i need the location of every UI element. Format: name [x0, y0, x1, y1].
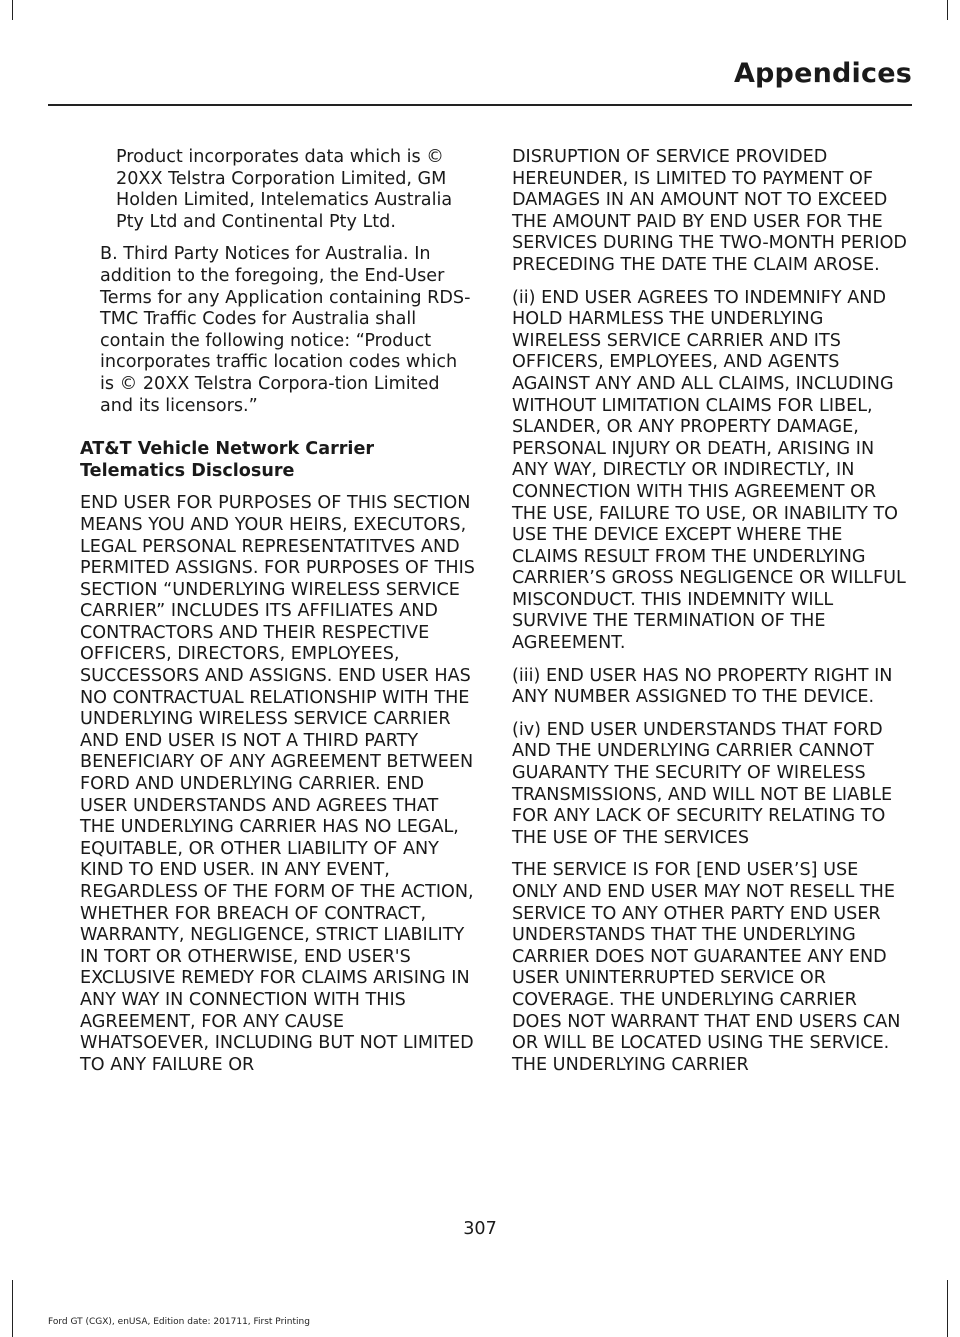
paragraph-third-party-notices: B. Third Party Notices for Australia. In addition to the foregoing, the End-User Terms for any Application containing RDS-TMC Traffic Codes for Australia shall contain the following notice: “Product incorporates traffic location codes which is © 20XX Telstra Corpora-tion Limited and its licensors.” [100, 244, 471, 416]
crop-mark-top-right [947, 0, 948, 20]
paragraph-property-right: (iii) END USER HAS NO PROPERTY RIGHT IN ANY NUMBER ASSIGNED TO THE DEVICE. [512, 665, 893, 708]
edition-footer: Ford GT (CGX), enUSA, Edition date: 201711, First Printing [48, 1317, 310, 1327]
crop-mark-bottom-left [12, 1280, 13, 1337]
left-column [80, 147, 475, 1087]
paragraph-telstra-notice: Product incorporates data which is © 20XX Telstra Corporation Limited, GM Holden Limited, Intelematics Australia Pty Ltd and Continental Pty Ltd. [116, 147, 453, 232]
paragraph-service-use: THE SERVICE IS FOR [END USER’S] USE ONLY AND END USER MAY NOT RESELL THE SERVICE TO ANY OTHER PARTY END USER UNDERSTANDS THAT THE UNDERLYING CARRIER DOES NOT GUARANTEE ANY END USER UNINTERRUPTED SERVICE OR COVERAGE. THE UNDERLYING CARRIER DOES NOT WARRANT THAT END USERS CAN OR WILL BE LOCATED USING THE SERVICE. THE UNDERLYING CARRIER [512, 860, 901, 1075]
page-number: 307 [463, 1219, 497, 1239]
page-title: Appendices [733, 58, 912, 89]
paragraph-security: (iv) END USER UNDERSTANDS THAT FORD AND THE UNDERLYING CARRIER CANNOT GUARANTY THE SECURITY OF WIRELESS TRANSMISSIONS, AND WILL NOT BE LIABLE FOR ANY LACK OF SECURITY RELATING TO THE USE OF THE SERVICES [512, 719, 893, 848]
paragraph-end-user-definition: END USER FOR PURPOSES OF THIS SECTION MEANS YOU AND YOUR HEIRS, EXECUTORS, LEGAL PERSONAL REPRESENTATITVES AND PERMITED ASSIGNS. FOR PURPOSES OF THIS SECTION “UNDERLYING WIRELESS SERVICE CARRIER” INCLUDES ITS AFFILIATES AND CONTRACTORS AND THEIR RESPECTIVE OFFICERS, DIRECTORS, EMPLOYEES, SUCCESSORS AND ASSIGNS. END USER HAS NO CONTRACTUAL RELATIONSHIP WITH THE UNDERLYING WIRELESS SERVICE CARRIER AND END USER IS NOT A THIRD PARTY BENEFICIARY OF ANY AGREEMENT BETWEEN FORD AND UNDERLYING CARRIER. END USER UNDERSTANDS AND AGREES THAT THE UNDERLYING CARRIER HAS NO LEGAL, EQUITABLE, OR OTHER LIABILITY OF ANY KIND TO END USER. IN ANY EVENT, REGARDLESS OF THE FORM OF THE ACTION, WHETHER FOR BREACH OF CONTRACT, WARRANTY, NEGLIGENCE, STRICT LIABILITY IN TORT OR OTHERWISE, END USER'S EXCLUSIVE REMEDY FOR CLAIMS ARISING IN ANY WAY IN CONNECTION WITH THIS AGREEMENT, FOR ANY CAUSE WHATSOEVER, INCLUDING BUT NOT LIMITED TO ANY FAILURE OR [80, 493, 475, 1075]
paragraph-disruption: DISRUPTION OF SERVICE PROVIDED HEREUNDER, IS LIMITED TO PAYMENT OF DAMAGES IN AN AMOUNT NOT TO EXCEED THE AMOUNT PAID BY END USER FOR THE SERVICES DURING THE TWO-MONTH PERIOD PRECEDING THE DATE THE CLAIM AROSE. [512, 147, 907, 275]
paragraph-indemnify: (ii) END USER AGREES TO INDEMNIFY AND HOLD HARMLESS THE UNDERLYING WIRELESS SERVICE CARRIER AND ITS OFFICERS, EMPLOYEES, AND AGENTS AGAINST ANY AND ALL CLAIMS, INCLUDING WITHOUT LIMITATION CLAIMS FOR LIBEL, SLANDER, OR ANY PROPERTY DAMAGE, PERSONAL INJURY OR DEATH, ARISING IN ANY WAY, DIRECTLY OR INDIRECTLY, IN CONNECTION WITH THIS AGREEMENT OR THE USE, FAILURE TO USE, OR INABILITY TO USE THE DEVICE EXCEPT WHERE THE CLAIMS RESULT FROM THE UNDERLYING CARRIER’S GROSS NEGLIGENCE OR WILLFUL MISCONDUCT. THIS INDEMNITY WILL SURVIVE THE TERMINATION OF THE AGREEMENT. [512, 287, 906, 654]
right-column [512, 147, 908, 1087]
crop-mark-top-left [12, 0, 13, 20]
crop-mark-bottom-right [947, 1280, 948, 1337]
section-heading: AT&T Vehicle Network Carrier Telematics Disclosure [80, 439, 375, 481]
header-divider [48, 104, 912, 106]
